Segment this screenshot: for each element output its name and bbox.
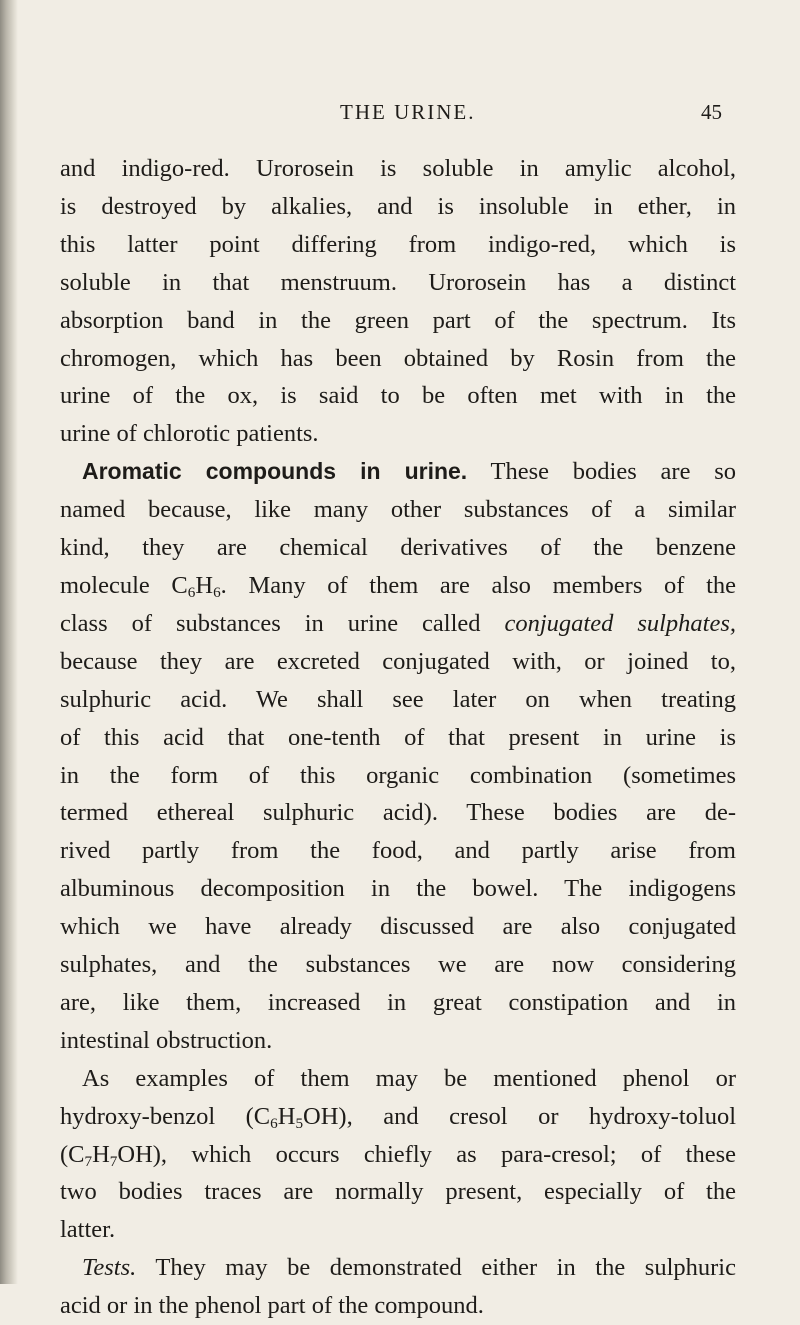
- section-heading-tests: Tests.: [82, 1254, 137, 1282]
- text-run: H: [195, 571, 214, 599]
- italic-term: conjugated sulphates,: [504, 609, 737, 637]
- text-run: These bodies are so: [467, 458, 736, 486]
- text-run: . Many of them are also members of the: [220, 571, 736, 599]
- text-run: H: [92, 1140, 110, 1168]
- section-heading-aromatic: Aromatic compounds in urine.: [82, 458, 468, 485]
- text-line: [60, 453, 736, 491]
- text-line: termed ethereal sulphuric acid). These bodies are de-: [60, 799, 736, 827]
- text-line: rived partly from the food, and partly arise from: [60, 837, 736, 865]
- text-line: latter.: [60, 1216, 116, 1244]
- text-line: and indigo-red. Urorosein is soluble in amylic alcohol,: [60, 155, 736, 182]
- text-line: because they are excreted conjugated with, or joined to,: [60, 647, 736, 675]
- text-run: (C: [60, 1140, 85, 1168]
- text-line: sulphates, and the substances we are now considering: [60, 951, 736, 979]
- text-line: absorption band in the green part of the spectrum. Its: [60, 306, 736, 334]
- paragraph-urorosein: [60, 150, 736, 453]
- text-line: kind, they are chemical derivatives of the benzene: [60, 534, 736, 562]
- text-line: [60, 605, 736, 643]
- page-number: 45: [701, 100, 722, 124]
- text-line: named because, like many other substances of a similar: [60, 496, 736, 524]
- text-run: OH), which occurs chiefly as para-cresol; of these: [117, 1140, 736, 1168]
- text-line: urine of the ox, is said to be often met with in the: [60, 382, 736, 410]
- subscript: 5: [295, 1114, 304, 1132]
- text-line: [60, 567, 736, 605]
- running-head-title: THE URINE.: [340, 100, 476, 124]
- text-line: are, like them, increased in great constipation and in: [60, 988, 736, 1016]
- text-line: [60, 1136, 736, 1174]
- text-line: chromogen, which has been obtained by Rosin from the: [60, 344, 736, 372]
- subscript: 6: [187, 583, 196, 601]
- subscript: 7: [84, 1152, 93, 1170]
- paragraph-examples: [60, 1060, 736, 1250]
- text-run: They may be demonstrated either in the sulphuric: [136, 1254, 736, 1282]
- text-run: class of substances in urine called: [60, 609, 505, 637]
- text-line: [60, 1098, 736, 1136]
- text-run: H: [277, 1102, 296, 1130]
- text-line: this latter point differing from indigo-red, which is: [60, 230, 736, 258]
- text-line: two bodies traces are normally present, especially of the: [60, 1178, 736, 1206]
- paragraph-aromatic-compounds: [60, 453, 736, 1060]
- paragraph-tests: [60, 1249, 736, 1325]
- text-line: urine of chlorotic patients.: [60, 420, 319, 448]
- subscript: 6: [270, 1114, 278, 1132]
- text-line: sulphuric acid. We shall see later on when treating: [60, 685, 736, 713]
- text-line: intestinal obstruction.: [60, 1026, 273, 1054]
- text-line: of this acid that one-tenth of that present in urine is: [60, 723, 736, 751]
- subscript: 7: [109, 1152, 118, 1170]
- subscript: 6: [213, 583, 221, 601]
- text-line: which we have already discussed are also conjugated: [60, 913, 736, 941]
- body-text: [60, 150, 736, 1325]
- text-line: in the form of this organic combination (sometimes: [60, 761, 736, 789]
- text-line: soluble in that menstruum. Urorosein has a distinct: [60, 268, 736, 296]
- text-line: albuminous decomposition in the bowel. The indigogens: [60, 875, 736, 903]
- text-line: is destroyed by alkalies, and is insoluble in ether, in: [60, 192, 736, 220]
- running-head: [0, 100, 800, 130]
- text-line: As examples of them may be mentioned phenol or: [82, 1064, 736, 1092]
- text-run: molecule C: [60, 571, 188, 599]
- text-run: OH), and cresol or hydroxy-toluol: [303, 1102, 736, 1130]
- text-line: [60, 1249, 736, 1287]
- text-run: hydroxy-benzol (C: [60, 1102, 271, 1130]
- text-line: acid or in the phenol part of the compound.: [60, 1292, 484, 1320]
